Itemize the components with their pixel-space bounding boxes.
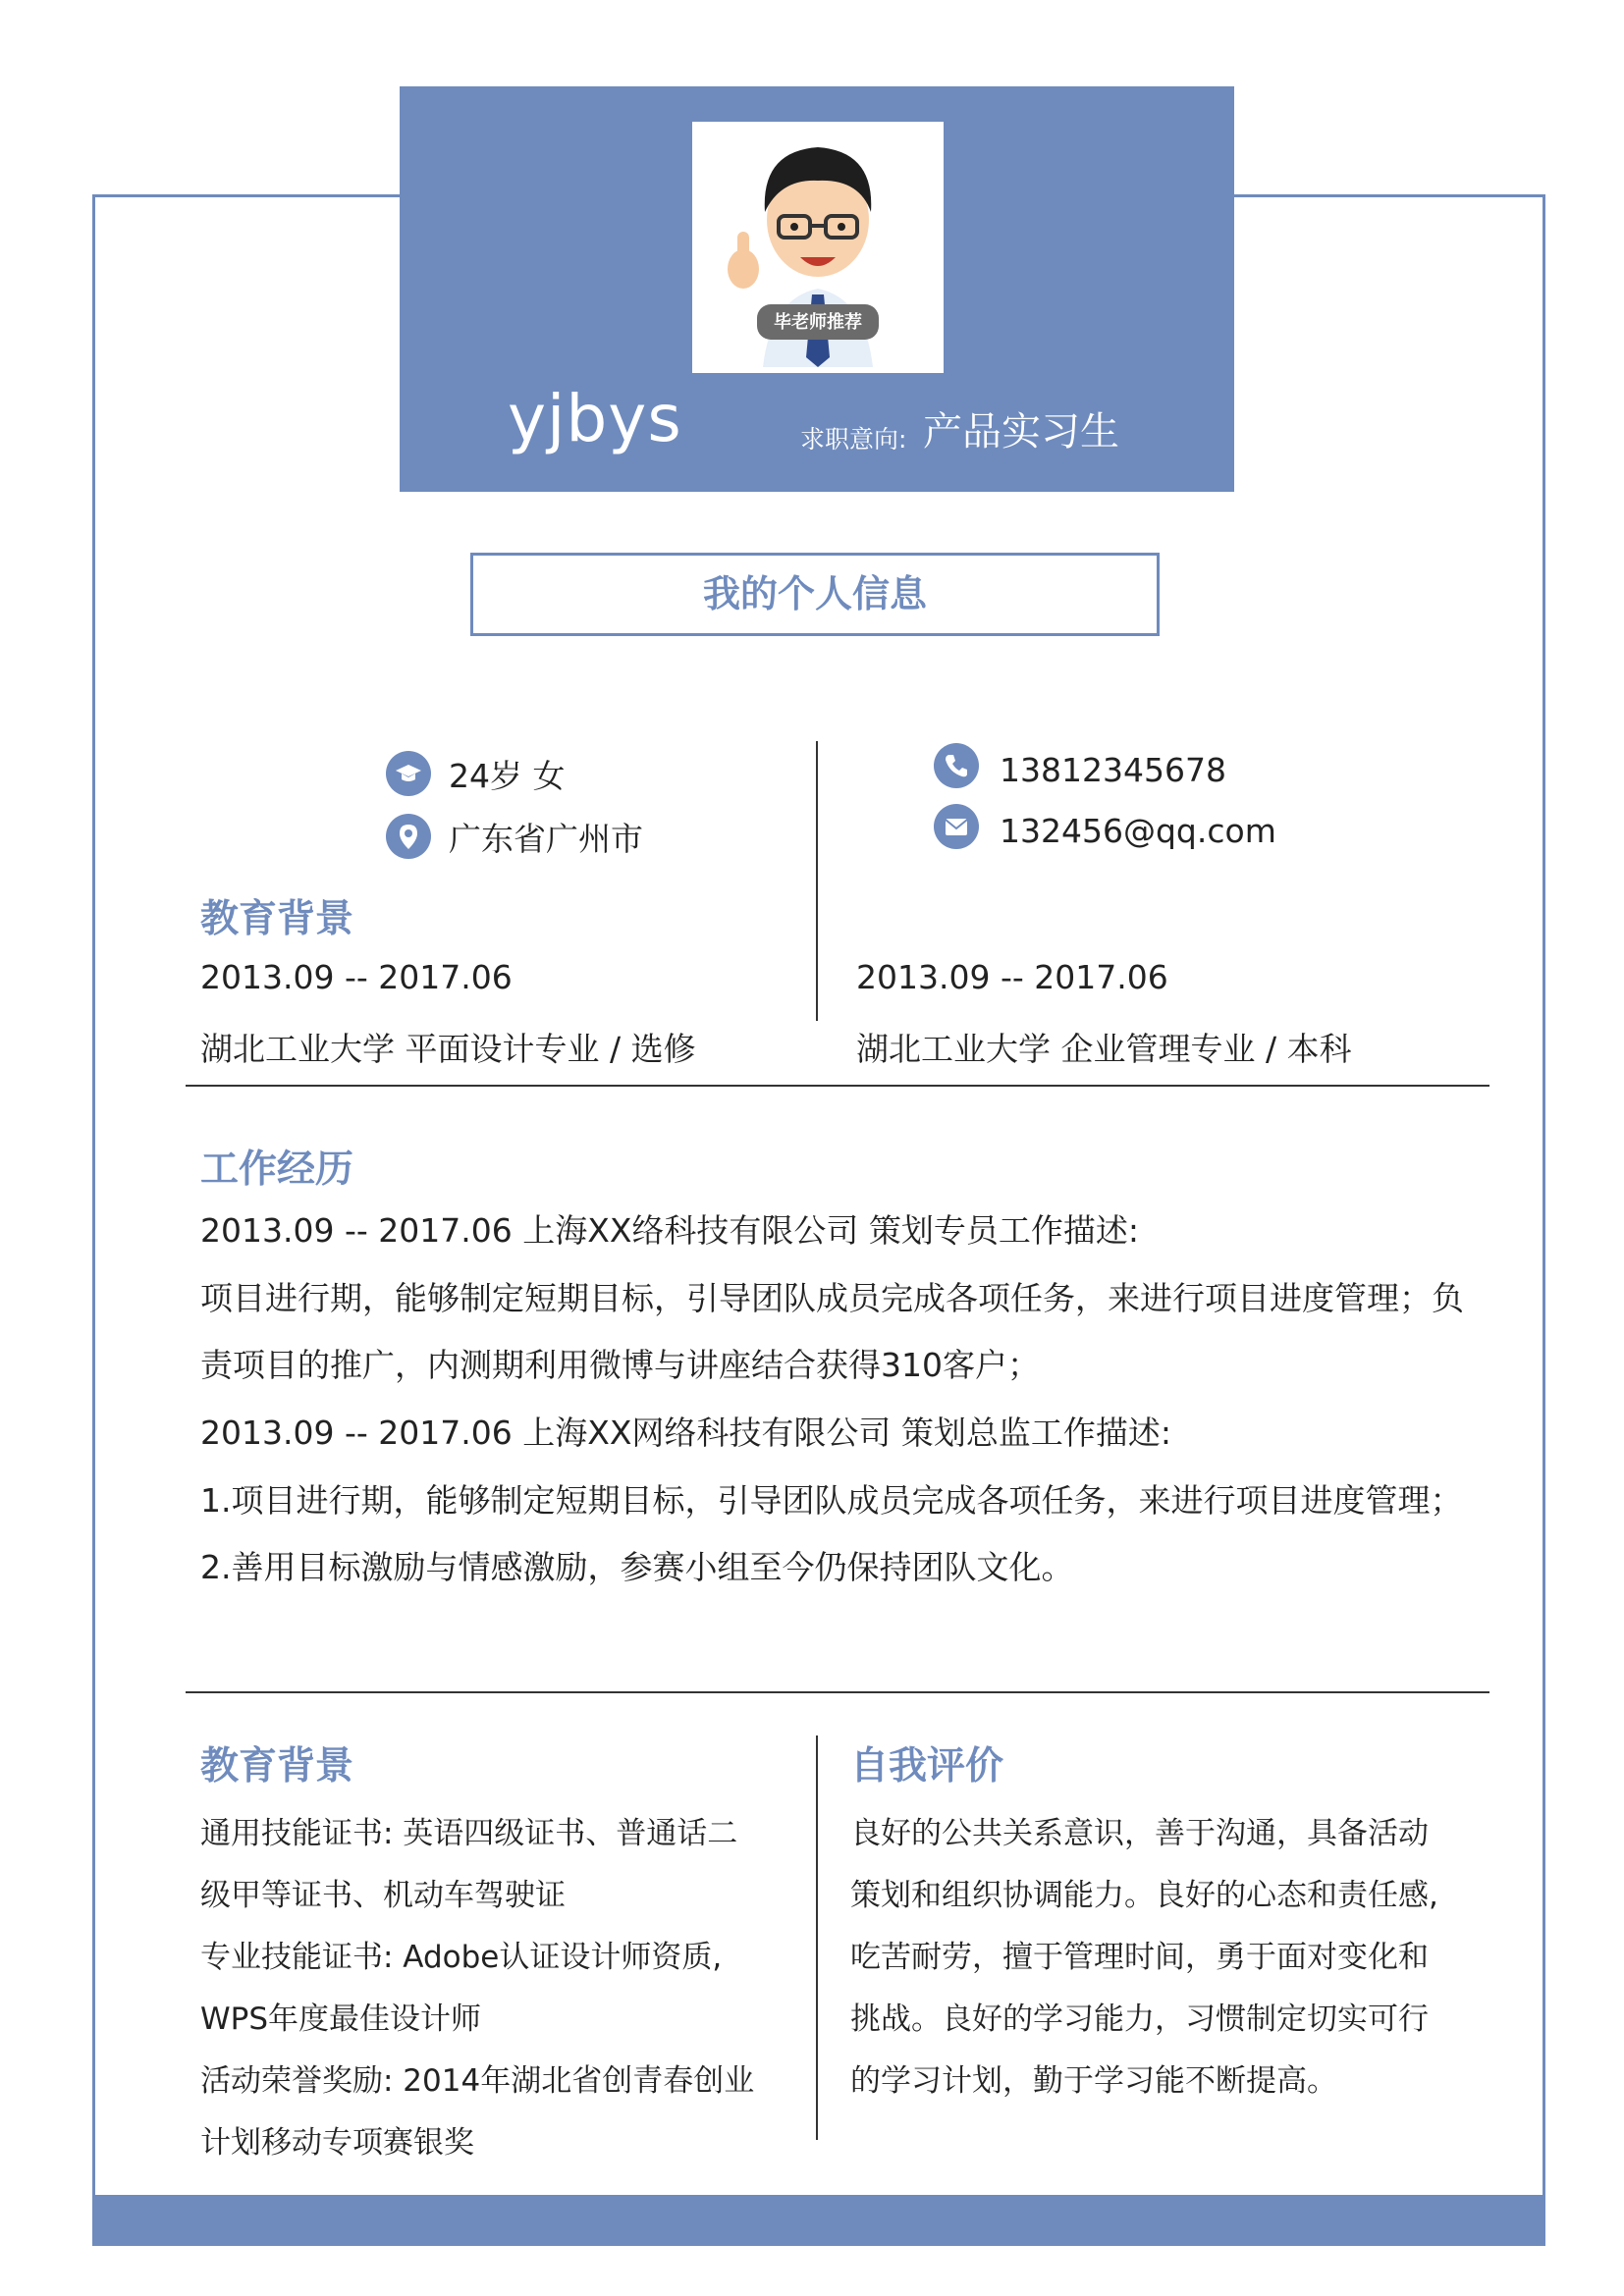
- phone-icon: [934, 743, 979, 788]
- skills-line: 活动荣誉奖励: 2014年湖北省创青春创业: [200, 2063, 755, 2099]
- header-banner: [400, 86, 1234, 492]
- work-line: 责项目的推广，内测期利用微博与讲座结合获得310客户；: [200, 1346, 1040, 1384]
- location-pin-icon: [386, 814, 431, 859]
- skills-line: 级甲等证书、机动车驾驶证: [200, 1878, 566, 1913]
- skills-line: 计划移动专项赛银奖: [200, 2125, 474, 2161]
- work-line: 2013.09 -- 2017.06 上海XX网络科技有限公司 策划总监工作描述:: [200, 1414, 1172, 1452]
- age-gender: 24岁 女: [449, 757, 566, 795]
- photo-badge-text: 毕老师推荐: [774, 312, 862, 333]
- section-divider: [186, 1085, 1489, 1087]
- self-eval-line: 的学习计划，勤于学习能不断提高。: [850, 2063, 1337, 2099]
- education-left-detail: 湖北工业大学 平面设计专业 / 选修: [200, 1030, 696, 1068]
- info-divider: [816, 741, 818, 1021]
- phone-number: 13812345678: [1000, 751, 1226, 789]
- personal-info-title: 我的个人信息: [470, 553, 1160, 636]
- work-line: 2.善用目标激励与情感激励，参赛小组至今仍保持团队文化。: [200, 1548, 1074, 1586]
- intent-value: 产品实习生: [923, 409, 1119, 454]
- footer-bar: [92, 2195, 1545, 2244]
- work-line: 1.项目进行期，能够制定短期目标，引导团队成员完成各项任务，来进行项目进度管理；: [200, 1481, 1463, 1520]
- location: 广东省广州市: [449, 820, 643, 858]
- self-eval-line: 挑战。良好的学习能力，习惯制定切实可行: [850, 2002, 1429, 2037]
- section-divider: [186, 1691, 1489, 1693]
- email-address: 132456@qq.com: [1000, 812, 1276, 850]
- skills-heading: 教育背景: [200, 1744, 354, 1789]
- education-right-period: 2013.09 -- 2017.06: [856, 958, 1168, 996]
- graduation-cap-icon: [386, 751, 431, 796]
- work-line: 项目进行期，能够制定短期目标，引导团队成员完成各项任务，来进行项目进度管理；负: [200, 1279, 1464, 1317]
- work-line: 2013.09 -- 2017.06 上海XX络科技有限公司 策划专员工作描述:: [200, 1211, 1140, 1250]
- education-right-detail: 湖北工业大学 企业管理专业 / 本科: [856, 1030, 1352, 1068]
- email-icon: [934, 804, 979, 849]
- avatar: [692, 122, 944, 373]
- skills-line: 专业技能证书: Adobe认证设计师资质,: [200, 1940, 723, 1975]
- candidate-name: yjbys: [508, 381, 682, 456]
- intent-label: 求职意向:: [800, 425, 907, 454]
- work-heading: 工作经历: [200, 1148, 354, 1192]
- bottom-divider: [816, 1735, 818, 2140]
- skills-line: 通用技能证书: 英语四级证书、普通话二: [200, 1816, 738, 1851]
- education-heading: 教育背景: [200, 897, 354, 941]
- self-eval-line: 良好的公共关系意识，善于沟通，具备活动: [850, 1816, 1429, 1851]
- avatar-cartoon: [692, 122, 944, 373]
- self-eval-line: 策划和组织协调能力。良好的心态和责任感,: [850, 1878, 1438, 1913]
- education-left-period: 2013.09 -- 2017.06: [200, 958, 513, 996]
- self-eval-line: 吃苦耐劳，擅于管理时间，勇于面对变化和: [850, 1940, 1429, 1975]
- skills-line: WPS年度最佳设计师: [200, 2002, 482, 2037]
- self-eval-heading: 自我评价: [850, 1744, 1004, 1789]
